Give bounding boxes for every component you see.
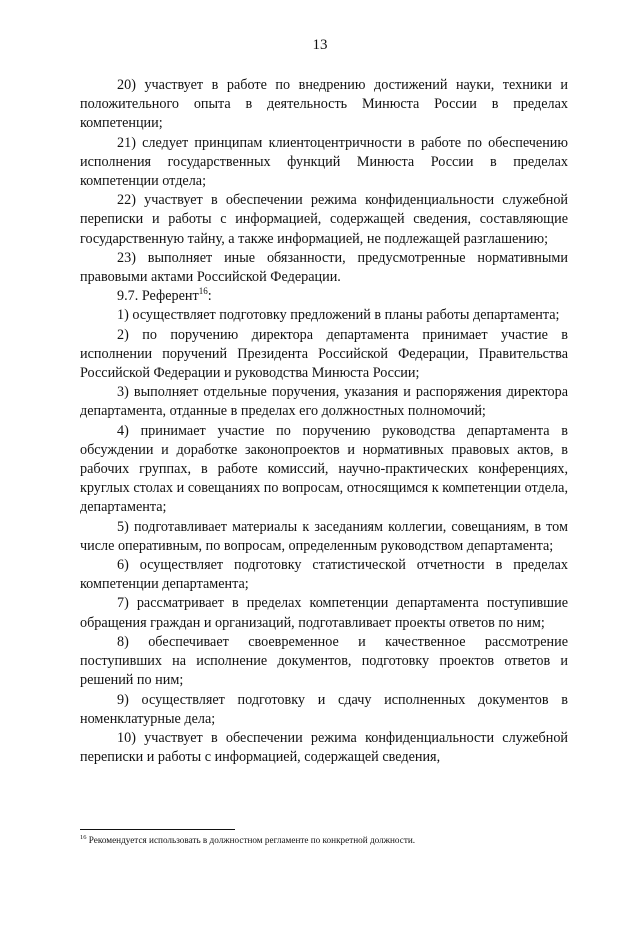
list-item-22: 22) участвует в обеспечении режима конфиденциальности служебной переписки и работы с информацией, содержащей сведения, составляющие государственную тайну, а также информацией, не подлежащей разглашению;	[80, 192, 568, 247]
referent-item-10: 10) участвует в обеспечении режима конфиденциальности служебной переписки и работы с информацией, содержащей сведения,	[80, 729, 568, 766]
document-body	[80, 76, 568, 767]
referent-item-5: 5) подготавливает материалы к заседаниям коллегии, совещаниям, в том числе оперативным, по вопросам, определенным руководством департамента;	[80, 518, 568, 554]
list-item-20: 20) участвует в работе по внедрению достижений науки, техники и положительного опыта в деятельность Минюста России в пределах компетенции;	[80, 77, 568, 132]
referent-item-4: 4) принимает участие по поручению руководства департамента в обсуждении и доработке законопроектов и нормативных правовых актов, в рабочих группах, в работе комиссий, научно-практических конференциях, круглых столах и совещаниях по вопросам, относящимся к компетенции отдела, департамента;	[80, 422, 568, 516]
referent-item-3: 3) выполняет отдельные поручения, указания и распоряжения директора департамента, отданные в пределах его должностных полномочий;	[80, 384, 568, 420]
page-number: 13	[312, 37, 328, 53]
list-item-23: 23) выполняет иные обязанности, предусмотренные нормативными правовыми актами Российской Федерации.	[80, 249, 568, 286]
referent-item-8: 8) обеспечивает своевременное и качественное рассмотрение поступивших на исполнение документов, подготовку проектов ответов и решений по ним;	[80, 633, 568, 689]
referent-item-7: 7) рассматривает в пределах компетенции департамента поступившие обращения граждан и организаций, подготавливает проекты ответов по ним;	[80, 595, 568, 631]
footnote-reference[interactable]: 16	[198, 286, 208, 297]
footnote	[80, 834, 568, 846]
section-title-suffix: :	[207, 288, 212, 305]
referent-item-9: 9) осуществляет подготовку и сдачу исполненных документов в номенклатурные дела;	[80, 691, 568, 727]
referent-item-2: 2) по поручению директора департамента принимает участие в исполнении поручений Президента Российской Федерации, Правительства Российской Федерации и руководства Минюста России;	[80, 326, 568, 382]
section-title: 9.7. Референт	[117, 288, 199, 305]
list-item-21: 21) следует принципам клиентоцентричности в работе по обеспечению исполнения государственных функций Минюста России в пределах компетенции отдела;	[80, 134, 568, 190]
footnote-text: Рекомендуется использовать в должностном регламенте по конкретной должности.	[86, 835, 416, 845]
section-heading	[80, 287, 568, 306]
footnote-marker: 16	[80, 834, 87, 841]
footnote-divider	[80, 829, 235, 830]
referent-item-1: 1) осуществляет подготовку предложений в планы работы департамента;	[117, 307, 560, 324]
referent-item-6: 6) осуществляет подготовку статистической отчетности в пределах компетенции департамента;	[80, 557, 568, 593]
